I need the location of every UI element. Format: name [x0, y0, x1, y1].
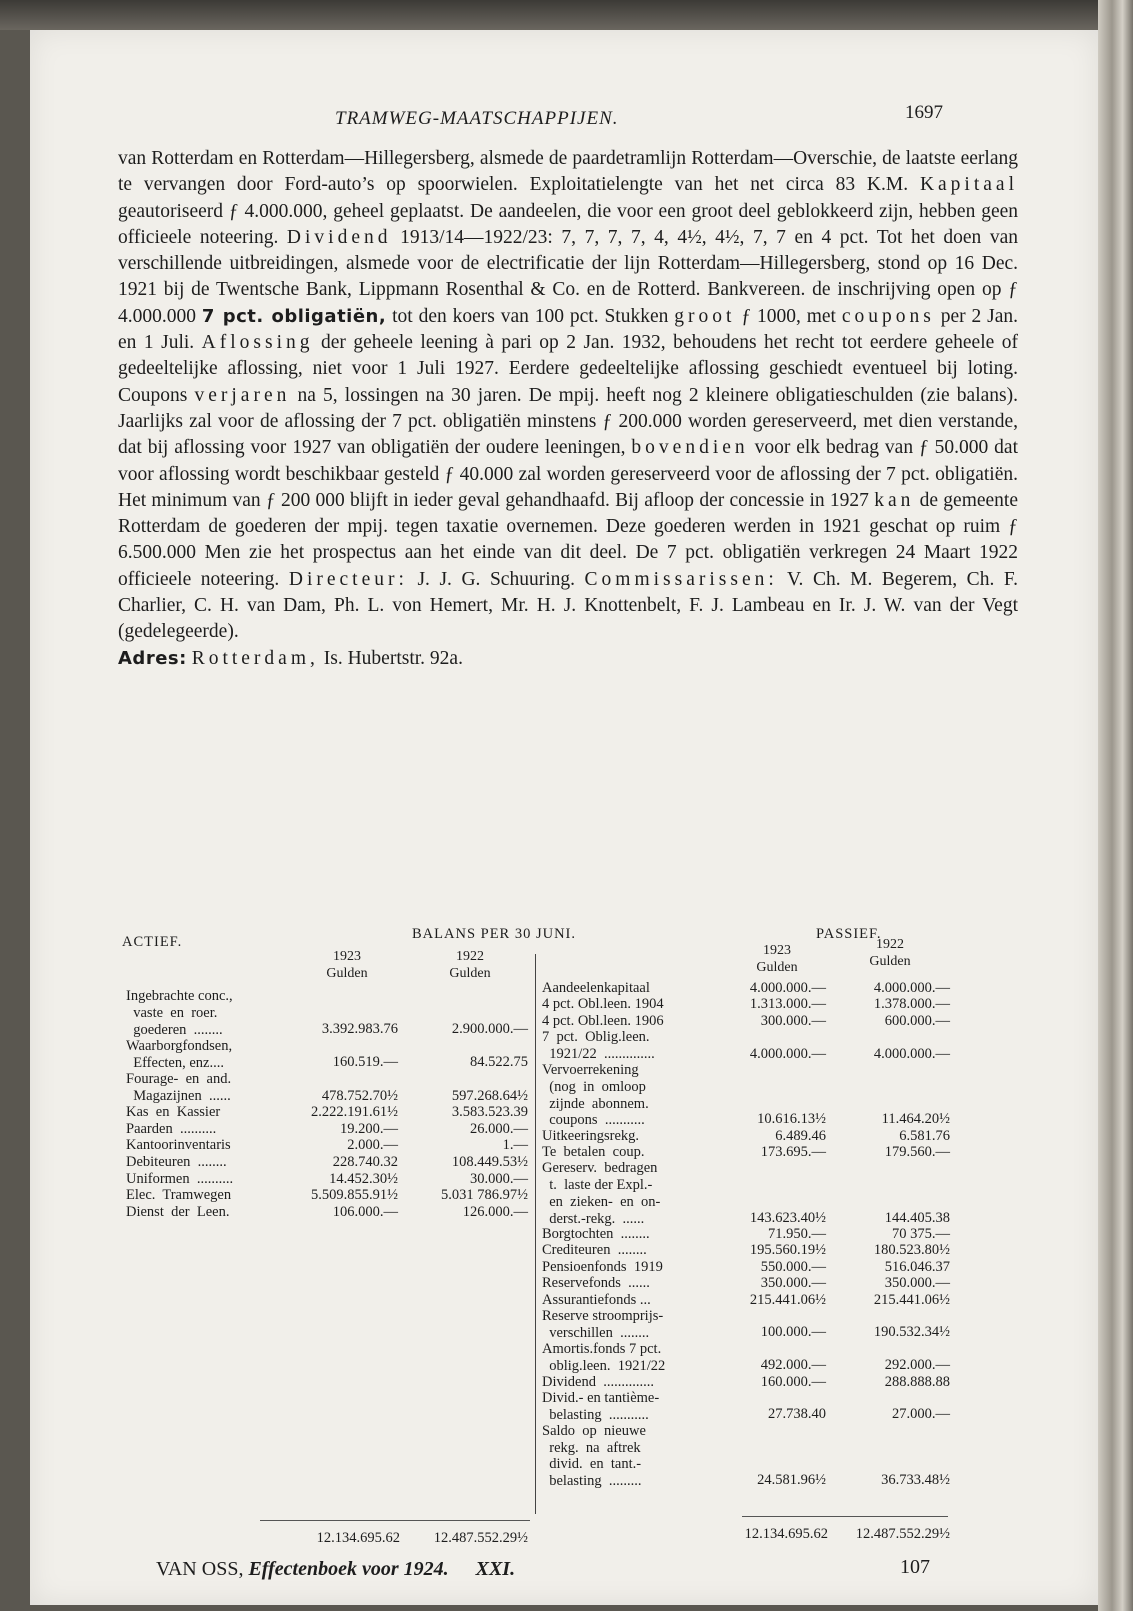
value-1923: 2.222.191.61½ [311, 1104, 398, 1121]
value-1923: 3.392.983.76 [321, 1021, 398, 1038]
column-divider [535, 954, 536, 1514]
value-1922: 108.449.53½ [451, 1154, 528, 1170]
row-label: Kantoorinventaris [126, 1137, 231, 1154]
row-label: Pensioenfonds 1919 [542, 1258, 663, 1275]
value-1923: 492.000.— [760, 1357, 826, 1374]
row-label: Gereserv. bedragen t. laste der Expl.- en zieken- en on- derst.-rekg. ...... [542, 1160, 661, 1227]
row-label: Aandeelenkapitaal [542, 980, 650, 996]
passief-total-1923: 12.134.695.62 [744, 1526, 828, 1542]
value-1922: 84.522.75 [470, 1054, 528, 1071]
value-1923: 2.000.— [347, 1137, 398, 1154]
value-1923: 106.000.— [332, 1203, 398, 1220]
row-label: 4 pct. Obl.leen. 1904 [542, 996, 664, 1013]
company-description [118, 146, 1018, 672]
value-1922: 179.560.— [884, 1144, 950, 1160]
value-1923: 6.489.46 [775, 1127, 826, 1144]
value-1922: 190.532.34½ [873, 1324, 950, 1341]
page-header [30, 102, 1098, 132]
row-label: Kas en Kassier [126, 1104, 221, 1121]
value-1922: 215.441.06½ [873, 1291, 950, 1308]
row-label: Vervoerrekening (nog in omloop zijnde abonnem. coupons ........... [542, 1062, 649, 1129]
passief-col-1922 [855, 936, 925, 970]
row-label: Dividend .............. [542, 1373, 654, 1390]
value-1922: 2.900.000.— [451, 1021, 528, 1038]
unit-label: Gulden [326, 966, 368, 981]
page-number: 1697 [905, 102, 943, 123]
footer-publisher: VAN OSS, [156, 1558, 244, 1580]
value-1923: 4.000.000.— [749, 980, 826, 996]
text-run: tot den koers van 100 pct. Stukken [386, 305, 675, 327]
row-label: Uitkeeringsrekg. [542, 1127, 640, 1144]
value-1922: 597.268.64½ [451, 1087, 528, 1104]
value-1922: 350.000.— [884, 1275, 950, 1292]
actief-heading: ACTIEF. [122, 934, 183, 950]
value-1922: 516.046.37 [884, 1258, 950, 1275]
description-paragraph [118, 146, 1018, 646]
spaced-keyword: Directeur: [288, 568, 408, 590]
value-1922: 1.— [502, 1137, 528, 1154]
actief-total-1923: 12.134.695.62 [316, 1530, 400, 1546]
bold-term: 7 pct. obligatiën, [201, 305, 387, 327]
row-label: Dienst der Leen. [126, 1203, 230, 1220]
row-label: Amortis.fonds 7 pct. oblig.leen. 1921/22 [542, 1340, 666, 1374]
row-label: Uniformen .......... [126, 1170, 234, 1187]
row-label: Divid.- en tantième- belasting ........... [542, 1390, 660, 1423]
value-1922: 4.000.000.— [873, 1045, 950, 1062]
value-1923: 228.740.32 [332, 1154, 398, 1170]
unit-label: Gulden [449, 966, 491, 981]
text-run: geautoriseerd ƒ 4.000.000, geheel geplaatst. De aandeelen, die voor een groot deel geblokkeerd zijn, hebben geen officieele noteering. [118, 200, 1018, 248]
value-1923: 27.738.40 [768, 1406, 826, 1423]
footer-volume: XXI. [475, 1558, 516, 1580]
balance-title: BALANS PER 30 JUNI. [412, 926, 577, 942]
text-run: V. Ch. M. Begerem, Ch. F. Charlier, C. H. van Dam, Ph. L. von Hemert, Mr. H. J. Knottenbelt, F. J. Lambeau en Ir. J. W. van der Vegt (gedelegeerde). [118, 568, 1019, 643]
book-top-edge [0, 0, 1133, 30]
spaced-keyword: kan [874, 489, 915, 511]
value-1922: 4.000.000.— [873, 980, 950, 996]
row-label: Crediteuren ........ [542, 1242, 647, 1259]
value-1923: 10.616.13½ [757, 1111, 826, 1128]
address-label: Adres: [118, 647, 187, 669]
spaced-keyword: Kapitaal [919, 174, 1018, 196]
actief-total-rule [260, 1520, 530, 1521]
actief-col-1922 [435, 948, 505, 982]
year-label: 1923 [333, 949, 361, 964]
value-1922: 1.378.000.— [873, 996, 950, 1013]
row-label: Fourage- en and. Magazijnen ...... [126, 1071, 232, 1104]
actief-total-1922: 12.487.552.29½ [433, 1530, 528, 1546]
value-1922: 126.000.— [462, 1203, 528, 1220]
value-1923: 478.752.70½ [321, 1087, 398, 1104]
year-label: 1922 [876, 937, 904, 952]
running-title: TRAMWEG-MAATSCHAPPIJEN. [335, 108, 619, 129]
value-1923: 350.000.— [760, 1275, 826, 1292]
value-1923: 195.560.19½ [749, 1242, 826, 1259]
value-1923: 5.509.855.91½ [311, 1187, 398, 1204]
row-label: Borgtochten ........ [542, 1226, 650, 1242]
spaced-keyword: Dividend [286, 226, 392, 248]
passief-heading: PASSIEF. [816, 926, 882, 942]
value-1922: 3.583.523.39 [451, 1104, 528, 1121]
row-label: Debiteuren ........ [126, 1154, 227, 1170]
passief-total-rule [742, 1516, 948, 1517]
text-run: J. J. G. Schuuring. [407, 568, 585, 590]
balance-sheet [30, 926, 1098, 1546]
footer-title: Effectenboek voor 1924. [248, 1558, 449, 1580]
value-1922: 144.405.38 [884, 1209, 950, 1226]
value-1923: 71.950.— [768, 1226, 826, 1242]
value-1923: 100.000.— [760, 1324, 826, 1341]
text-run: per 2 Jan. en 1 Juli. [118, 305, 1018, 354]
address-line [118, 646, 1018, 672]
spaced-keyword: verjaren [194, 384, 291, 406]
spaced-keyword: Aflossing [201, 332, 314, 354]
value-1923: 1.313.000.— [749, 996, 826, 1013]
row-label: 7 pct. Oblig.leen. 1921/22 .............. [542, 1029, 655, 1062]
value-1923: 4.000.000.— [749, 1045, 826, 1062]
book-page-edges [1098, 0, 1133, 1611]
text-run: voor elk bedrag van ƒ 50.000 dat voor aflossing wordt beschikbaar gesteld ƒ 40.000 zal worden gereserveerd voor de aflossing der 7 pct. obligatiën. Het minimum van ƒ 200 000 blijft in ieder geval gehandhaafd. Bij afloop der concessie in 1927 [118, 437, 1018, 511]
value-1923: 19.200.— [340, 1120, 398, 1137]
page-footer [156, 1558, 515, 1581]
value-1922: 600.000.— [884, 1012, 950, 1029]
value-1923: 173.695.— [760, 1144, 826, 1160]
value-1923: 14.452.30½ [329, 1170, 398, 1187]
value-1923: 300.000.— [760, 1012, 826, 1029]
value-1922: 30.000.— [470, 1170, 528, 1187]
value-1922: 70 375.— [892, 1226, 950, 1242]
row-label: Ingebrachte conc., vaste en roer. goederen ........ [126, 988, 233, 1038]
value-1923: 24.581.96½ [757, 1471, 826, 1488]
row-label: Elec. Tramwegen [126, 1187, 232, 1204]
year-label: 1922 [456, 949, 484, 964]
unit-label: Gulden [756, 960, 798, 975]
year-label: 1923 [763, 943, 791, 958]
value-1923: 160.519.— [332, 1054, 398, 1071]
row-label: Assurantiefonds ... [542, 1291, 651, 1308]
row-label: Waarborgfondsen, Effecten, enz.... [126, 1037, 233, 1071]
passief-col-1923 [742, 942, 812, 976]
value-1922: 27.000.— [892, 1406, 950, 1423]
text-run: 1913/14—1922/23: 7, 7, 7, 7, 4, 4½, 4½, 7, 7 en 4 pct. Tot het doen van verschillende uitbreidingen, alsmede voor de electrificatie der lijn Rotterdam—Hillegersberg, stond op 16 Dec. 1921 bij de Twentsche Bank, Lippmann Rosenthal & Co. en de Rotterd. Bankvereen. de inschrijving open op ƒ 4.000.000 [118, 226, 1019, 327]
value-1923: 215.441.06½ [749, 1291, 826, 1308]
row-label: 4 pct. Obl.leen. 1906 [542, 1012, 664, 1029]
value-1923: 550.000.— [760, 1258, 826, 1275]
unit-label: Gulden [869, 954, 911, 969]
value-1922: 11.464.20½ [881, 1111, 950, 1128]
row-label: Saldo op nieuwe rekg. na aftrek divid. en tant.- belasting ......... [542, 1422, 646, 1490]
spaced-keyword: bovendien [631, 437, 749, 459]
value-1922: 180.523.80½ [873, 1242, 950, 1259]
address-city: Rotterdam, [191, 647, 319, 669]
spaced-keyword: Commissarissen: [584, 568, 778, 590]
passief-total-1922: 12.487.552.29½ [855, 1526, 950, 1542]
spaced-keyword: groot [674, 305, 736, 327]
value-1922: 292.000.— [884, 1357, 950, 1374]
value-1922: 288.888.88 [884, 1373, 950, 1390]
value-1923: 143.623.40½ [749, 1209, 826, 1226]
row-label: Paarden .......... [126, 1120, 217, 1137]
value-1923: 160.000.— [760, 1373, 826, 1390]
actief-col-1923 [312, 948, 382, 982]
value-1922: 36.733.48½ [881, 1471, 950, 1488]
sheet-number: 107 [900, 1556, 930, 1578]
value-1922: 6.581.76 [899, 1127, 950, 1144]
row-label: Reservefonds ...... [542, 1275, 650, 1292]
text-run: der geheele leening à pari op 2 Jan. 1932, behoudens het recht tot eerdere geheele of gedeeltelijke aflossing, niet voor 1 Juli 1927. Eerdere gedeeltelijke aflossing geschiedt eventueel bij loting. Coupons [118, 332, 1018, 406]
address-street: Is. Hubertstr. 92a. [318, 647, 463, 669]
value-1922: 5.031 786.97½ [441, 1187, 528, 1204]
book-page [30, 30, 1098, 1605]
text-run: de gemeente Rotterdam de goederen der mpij. tegen taxatie overnemen. Deze goederen werden in 1921 geschat op ruim ƒ 6.500.000 Men zie het prospectus aan het einde van dit deel. De 7 pct. obligatiën verkregen 24 Maart 1922 officieele noteering. [118, 489, 1018, 590]
row-label: Te betalen coup. [542, 1144, 645, 1160]
spaced-keyword: coupons [841, 305, 935, 327]
text-run: na 5, lossingen na 30 jaren. De mpij. heeft nog 2 kleinere obligatieschulden (zie balans). Jaarlijks zal voor de aflossing der 7 pct. obligatiën minstens ƒ 200.000 worden gereserveerd, met dien verstande, dat bij aflossing voor 1927 van obligatiën der oudere leeningen, [118, 384, 1018, 459]
text-run: van Rotterdam en Rotterdam—Hillegersberg, alsmede de paardetramlijn Rotterdam—Overschie, de laatste eerlang te vervangen door Ford-auto’s op spoorwielen. Exploitatielengte van het net circa 83 K.M. [118, 148, 1018, 196]
value-1922: 26.000.— [470, 1120, 528, 1137]
row-label: Reserve stroomprijs- verschillen ........ [542, 1308, 664, 1341]
text-run: ƒ 1000, met [735, 305, 842, 327]
